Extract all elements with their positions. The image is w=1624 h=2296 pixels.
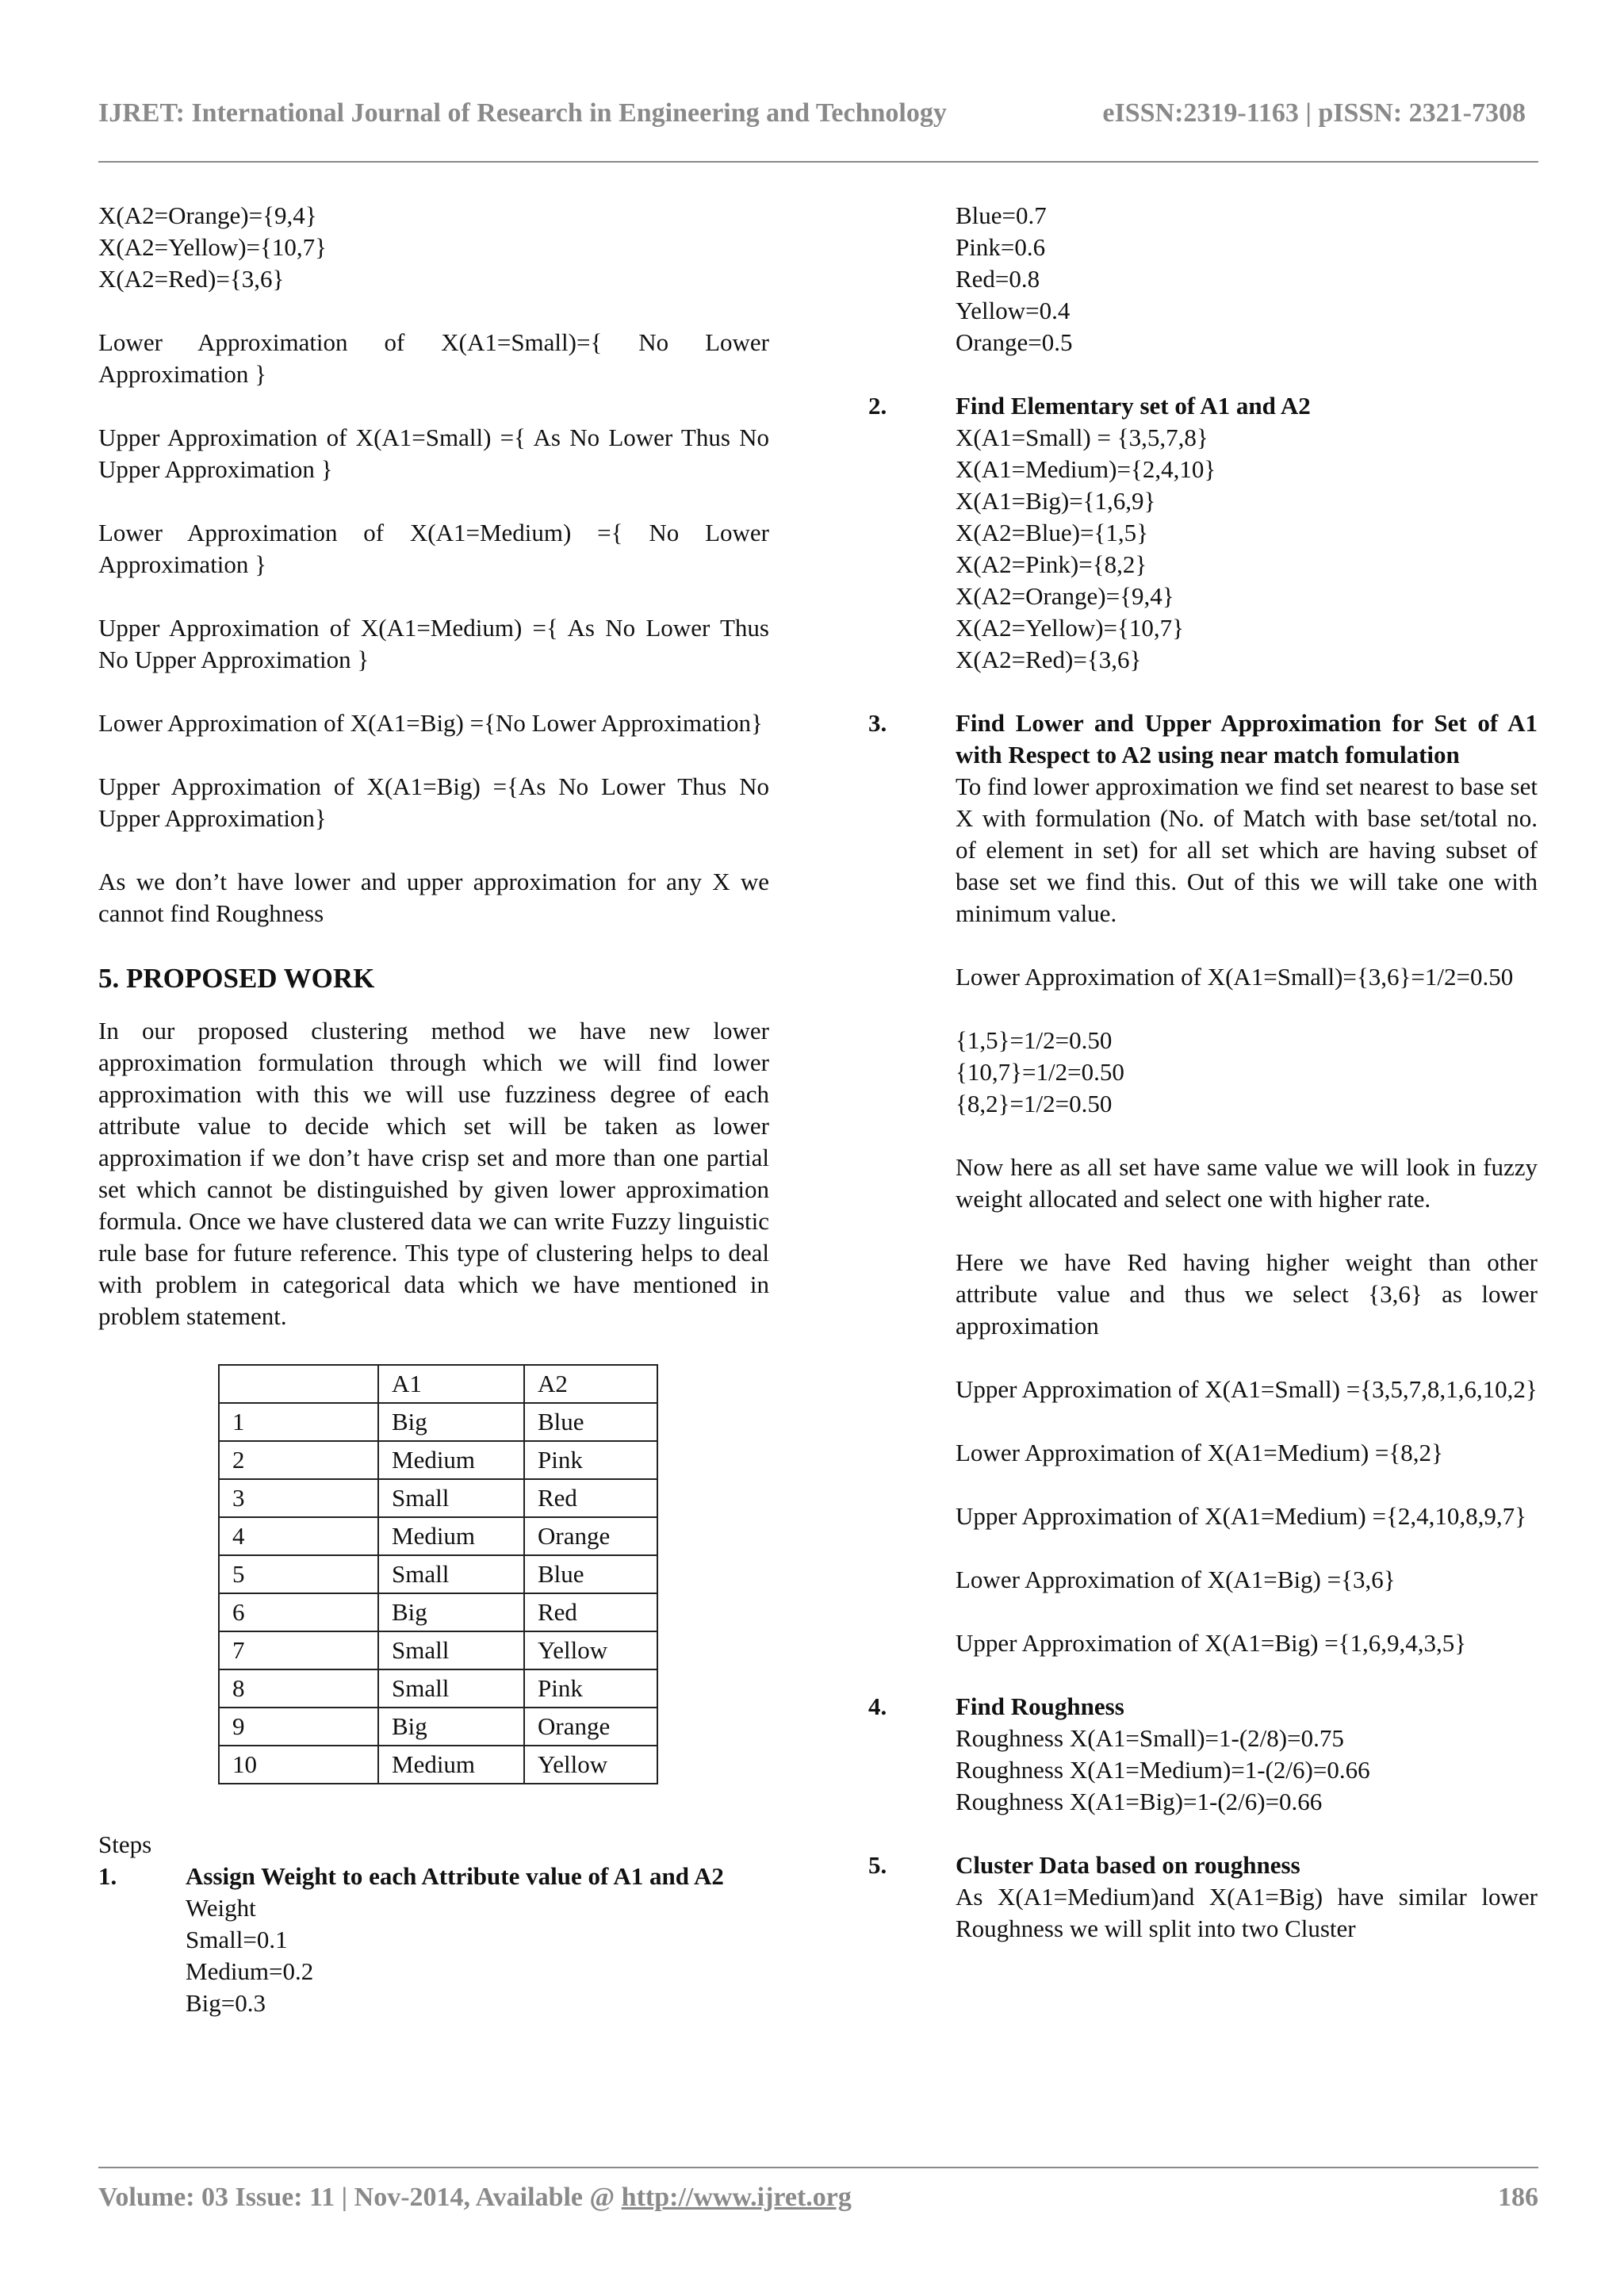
step-paragraph: Lower Approximation of X(A1=Small)={3,6}=1/2=0.50 bbox=[956, 963, 1514, 991]
page-header bbox=[98, 98, 1526, 128]
step-title: Find Roughness bbox=[956, 1692, 1124, 1720]
set-line: X(A2=Red)={3,6} bbox=[98, 265, 285, 293]
table-row bbox=[219, 1708, 657, 1746]
set-list bbox=[98, 200, 769, 295]
table-cell: Small bbox=[378, 1555, 524, 1593]
step-line: X(A2=Orange)={9,4} bbox=[956, 582, 1174, 610]
page-number: 186 bbox=[1498, 2183, 1538, 2212]
step-line: Roughness X(A1=Big)=1-(2/6)=0.66 bbox=[956, 1788, 1323, 1815]
paragraph: Upper Approximation of X(A1=Big) ={As No Lower Thus No Upper Approximation} bbox=[98, 772, 769, 832]
table-cell: 2 bbox=[219, 1441, 378, 1479]
table-cell: Blue bbox=[524, 1555, 657, 1593]
table-cell: Small bbox=[378, 1631, 524, 1669]
step-paragraph: To find lower approximation we find set nearest to base set X with formulation (No. of Match with base set/total no. of element in set) for all set which are having subset of base set we find this. Out of this we will take one with minimum value. bbox=[956, 772, 1538, 927]
table-cell: Yellow bbox=[524, 1631, 657, 1669]
steps-label: Steps bbox=[98, 1830, 152, 1858]
step-line: X(A1=Small) = {3,5,7,8} bbox=[956, 424, 1208, 451]
step-line: X(A2=Yellow)={10,7} bbox=[956, 614, 1185, 642]
step-line: X(A1=Big)={1,6,9} bbox=[956, 487, 1156, 515]
step-4 bbox=[868, 1691, 1538, 1818]
table-cell: Orange bbox=[524, 1517, 657, 1555]
table-row bbox=[219, 1669, 657, 1708]
data-table bbox=[218, 1364, 658, 1784]
step-line: Roughness X(A1=Medium)=1-(2/6)=0.66 bbox=[956, 1756, 1370, 1784]
proposed-work-text: In our proposed clustering method we have new lower approximation formulation through which we will find lower approximation with this we will use fuzziness degree of each attribute value to decide which set will be taken as lower approximation if we don’t have crisp set and more than one partial set which cannot be distinguished by given lower approximation formula. Once we have clustered data we can write Fuzzy linguistic rule base for future reference. This type of clustering helps to deal with problem in categorical data which we have mentioned in problem statement. bbox=[98, 1017, 769, 1330]
table-cell: 6 bbox=[219, 1593, 378, 1631]
table-header-row bbox=[219, 1365, 657, 1403]
table-row bbox=[219, 1631, 657, 1669]
table-cell: Red bbox=[524, 1593, 657, 1631]
step-title: Find Lower and Upper Approximation for Set of A1 with Respect to A2 using near match fomulation bbox=[956, 709, 1538, 769]
table-cell: 10 bbox=[219, 1746, 378, 1784]
table-row bbox=[219, 1746, 657, 1784]
set-line: X(A2=Orange)={9,4} bbox=[98, 201, 317, 229]
step-paragraph: Upper Approximation of X(A1=Small) ={3,5,7,8,1,6,10,2} bbox=[956, 1375, 1538, 1403]
table-row bbox=[219, 1517, 657, 1555]
table-cell: 4 bbox=[219, 1517, 378, 1555]
table-cell: Big bbox=[378, 1593, 524, 1631]
table-cell: Pink bbox=[524, 1441, 657, 1479]
step-title: Assign Weight to each Attribute value of A1 and A2 bbox=[186, 1862, 724, 1890]
fraction-line: {1,5}=1/2=0.50 bbox=[956, 1026, 1113, 1054]
section-heading: 5. PROPOSED WORK bbox=[98, 963, 375, 994]
table-header: A2 bbox=[524, 1365, 657, 1403]
page-footer bbox=[98, 2183, 1538, 2213]
step-title: Find Elementary set of A1 and A2 bbox=[956, 392, 1311, 420]
table-cell: 5 bbox=[219, 1555, 378, 1593]
footer-divider bbox=[98, 2167, 1538, 2168]
table-cell: 7 bbox=[219, 1631, 378, 1669]
fraction-list bbox=[956, 1025, 1538, 1120]
step-line: X(A1=Medium)={2,4,10} bbox=[956, 455, 1216, 483]
table-row bbox=[219, 1479, 657, 1517]
journal-title: IJRET: International Journal of Research in Engineering and Technology bbox=[98, 98, 947, 128]
step-line: Medium=0.2 bbox=[186, 1957, 314, 1985]
table-cell: Pink bbox=[524, 1669, 657, 1708]
paragraph: Upper Approximation of X(A1=Small) ={ As No Lower Thus No Upper Approximation } bbox=[98, 424, 769, 483]
step-paragraph: Lower Approximation of X(A1=Medium) ={8,2} bbox=[956, 1439, 1443, 1466]
step-number: 2. bbox=[868, 392, 887, 420]
weight-line: Orange=0.5 bbox=[956, 328, 1073, 356]
table-cell: Red bbox=[524, 1479, 657, 1517]
table-cell: Blue bbox=[524, 1403, 657, 1441]
step-paragraph: Upper Approximation of X(A1=Medium) ={2,4,10,8,9,7} bbox=[956, 1502, 1526, 1530]
table-cell: Small bbox=[378, 1479, 524, 1517]
step-3 bbox=[868, 707, 1538, 1659]
weight-line: Yellow=0.4 bbox=[956, 297, 1071, 324]
paragraph: As we don’t have lower and upper approximation for any X we cannot find Roughness bbox=[98, 868, 769, 927]
paragraph: Lower Approximation of X(A1=Big) ={No Lower Approximation} bbox=[98, 709, 763, 737]
paragraph: Lower Approximation of X(A1=Small)={ No Lower Approximation } bbox=[98, 328, 769, 388]
table-row bbox=[219, 1441, 657, 1479]
step-number: 1. bbox=[98, 1862, 117, 1890]
step-paragraph: Lower Approximation of X(A1=Big) ={3,6} bbox=[956, 1566, 1396, 1593]
right-column bbox=[868, 200, 1538, 1945]
set-line: X(A2=Yellow)={10,7} bbox=[98, 233, 327, 261]
table-cell: Medium bbox=[378, 1517, 524, 1555]
table-row bbox=[219, 1555, 657, 1593]
step-paragraph: Now here as all set have same value we will look in fuzzy weight allocated and select one with higher rate. bbox=[956, 1153, 1538, 1213]
table-cell: 1 bbox=[219, 1403, 378, 1441]
table-row bbox=[219, 1593, 657, 1631]
issn-text: eISSN:2319-1163 | pISSN: 2321-7308 bbox=[1102, 98, 1526, 128]
table-row bbox=[219, 1403, 657, 1441]
header-divider bbox=[98, 161, 1538, 163]
table-header: A1 bbox=[378, 1365, 524, 1403]
paragraph: Upper Approximation of X(A1=Medium) ={ As No Lower Thus No Upper Approximation } bbox=[98, 614, 769, 673]
footer-volume bbox=[98, 2183, 852, 2213]
step-paragraph: As X(A1=Medium)and X(A1=Big) have similar lower Roughness we will split into two Cluster bbox=[956, 1883, 1538, 1942]
step-line: Small=0.1 bbox=[186, 1926, 288, 1953]
weight-line: Pink=0.6 bbox=[956, 233, 1046, 261]
table-cell: Yellow bbox=[524, 1746, 657, 1784]
table-cell: Medium bbox=[378, 1746, 524, 1784]
fraction-line: {8,2}=1/2=0.50 bbox=[956, 1090, 1113, 1117]
volume-text: Volume: 03 Issue: 11 | Nov-2014, Available @ bbox=[98, 2183, 622, 2212]
step-number: 3. bbox=[868, 709, 887, 737]
step-line: X(A2=Blue)={1,5} bbox=[956, 519, 1148, 546]
step-2 bbox=[868, 390, 1538, 676]
table-cell: 9 bbox=[219, 1708, 378, 1746]
step-paragraph: Here we have Red having higher weight than other attribute value and thus we select {3,6} as lower approximation bbox=[956, 1248, 1538, 1340]
step-line: X(A2=Pink)={8,2} bbox=[956, 550, 1147, 578]
left-column bbox=[98, 200, 769, 2019]
table-cell: Orange bbox=[524, 1708, 657, 1746]
table-cell: 3 bbox=[219, 1479, 378, 1517]
table-cell: 8 bbox=[219, 1669, 378, 1708]
step-1 bbox=[98, 1861, 769, 2019]
step-5 bbox=[868, 1849, 1538, 1945]
weight-line: Blue=0.7 bbox=[956, 201, 1047, 229]
step-number: 4. bbox=[868, 1692, 887, 1720]
weight-line: Red=0.8 bbox=[956, 265, 1040, 293]
journal-link[interactable]: http://www.ijret.org bbox=[621, 2183, 852, 2212]
table-cell: Big bbox=[378, 1403, 524, 1441]
step-line: X(A2=Red)={3,6} bbox=[956, 646, 1142, 673]
step-line: Big=0.3 bbox=[186, 1989, 266, 2017]
step-number: 5. bbox=[868, 1851, 887, 1879]
fraction-line: {10,7}=1/2=0.50 bbox=[956, 1058, 1124, 1086]
step-title: Cluster Data based on roughness bbox=[956, 1851, 1300, 1879]
step-paragraph: Upper Approximation of X(A1=Big) ={1,6,9,4,3,5} bbox=[956, 1629, 1467, 1657]
table-header bbox=[219, 1365, 378, 1403]
step-line: Roughness X(A1=Small)=1-(2/8)=0.75 bbox=[956, 1724, 1344, 1752]
table-cell: Medium bbox=[378, 1441, 524, 1479]
table-cell: Small bbox=[378, 1669, 524, 1708]
step-line: Weight bbox=[186, 1894, 256, 1922]
table-cell: Big bbox=[378, 1708, 524, 1746]
paragraph: Lower Approximation of X(A1=Medium) ={ No Lower Approximation } bbox=[98, 519, 769, 578]
weight-list bbox=[868, 200, 1538, 358]
